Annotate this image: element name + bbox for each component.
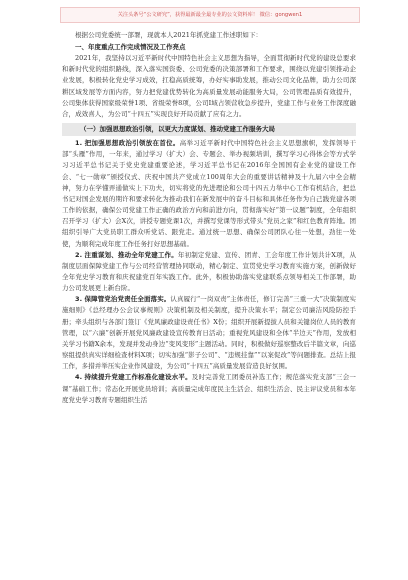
item-paragraph-4 <box>62 372 356 405</box>
item-text-2: 年初制定党建、宣传、团青、工会年度工作计划共计X项，从制度层面保障党建工作与公司经营管理协同联动，精心制定、宣贯党史学习教育实施方案，创新做好全年党史学习教育和庆祝建党百年实践工作。此外，积极协助落实党建联系点领导相关工作部署，助力公司发展更上新台阶。 <box>62 250 356 293</box>
subsection-heading: （一）加强思想政治引领，以更大力度谋划、推动党建工作服务大局 <box>80 125 275 134</box>
intro-paragraph: 根据公司党委统一部署，现就本人2021年抓党建工作述职如下： <box>75 31 263 39</box>
promo-banner[interactable]: 关注头条号“公文研究”，获得最新最全最专业的公文资料库！ 微信：gongwen1 <box>60 7 360 23</box>
summary-paragraph: 2021年，我坚持以习近平新时代中国特色社会主义思想为指导，全面贯彻新时代党的建设总要求和新时代党的组织路线，深入落实国资委、公司党委的决策部署和工作要求，围绕以党建引领推动企业发展，积极转化党史学习成效，扛稳高质统筹，办好实事助发展，推动公司文化品牌，助力公司深耕区域发展等方面内容，努力把党建优势转化为高质量发展动能服务大局，公司管理品质有效提升，公司集体获得国家级荣誉1项、省级荣誉8项，公司Ⅰ域占领营收急步提升，党建工作与业务工作深度融合，成效喜人，为公司“十四五”实现良好开局贡献了应有之力。 <box>62 54 356 118</box>
document-body <box>62 30 356 406</box>
item-text-4: 及时完善党工团委员补选工作；规范落实党支部“三会一课”基础工作；常态化开展党员培训；高质量完成年度民主生活会、组织生活会、民主评议党员和本年度党史学习教育专题组织生活 <box>62 373 356 404</box>
item-title-2: 2. 注重谋划、推动全年党建工作。 <box>75 250 178 259</box>
item-title-3: 3. 保障管党治党责任全面落实。 <box>75 295 171 304</box>
item-paragraph-1 <box>62 138 356 250</box>
item-title-1: 1. 把加强思想政治引领放在首位。 <box>75 139 180 148</box>
item-title-4: 4. 持续提升党建工作标准化建设水平。 <box>75 373 192 382</box>
item-text-3: 认真履行“一岗双责”主体责任，修订完善“三重一大”决策制度实施细则》《总经理办公会议事规则》决策机制及相关制度，提升决策水平；制定公司廉洁风险防控手册；牵头组织与各部门签订《党风廉政建设责任书》X份；组织开展新提拔人员和关键岗位人员的教育管理，以“六廉”创新开展党风廉政建设宣传教育日活动；重视党风建设和全体“半边天”作用，发放相关学习书籍X余本，发现并发动身边“变风变形”主题活动。同时，积极做好巡察整改后半篇文章，向巡察组提供真实详细检查材料X项；切实加强“影子公司”、“违规挂靠”“以案促改”等问题排查。总结上报工作，多措并举压实企业作风建设，为公司“十四五”高质量发展营造良好氛围。 <box>62 295 356 371</box>
item-paragraph-3 <box>62 294 356 372</box>
section-heading: 一、年度重点工作完成情况及工作亮点 <box>75 43 186 52</box>
item-text-1: 高举习近平新时代中国特色社会主义思想旗帜，发挥领导干部“头雁”作用，一年来，通过学习（扩大）会、专题会、举办视频培训，撰写学习心得体会等方式学习习近平总书记关于党史党建重要论述，学习近平总书记在2016年全国国有企业党的建设工作会、“七一勋章”颁授仪式、庆祝中国共产党成立100周年大会的重要讲话精神及十九届六中全会精神，努力在学懂弄通做实上下功夫，切实将党的先进理论和公司十四五力举中心工作有机结合，把总书记对国企发展的期许和要求转化为推动我们在新发展中的奋斗目标和具体任务作为自己践党建各项工作的依据，确保公司党建工作正确的政治方向和前进方向，贯彻落实好“第一议题”制度，全年组织召开学习（扩大）会X次，讲授专题党课1次，并撰写党课等形式带头“党员之家”和红色教育阵地。团组织引导广大党员职工群众听党话、跟党走。通过统一思想、确保公司团队心往一处想，劲往一处使，为顺利完成年度工作任务打好思想基础。 <box>62 139 356 248</box>
subsection-heading-box <box>62 123 356 136</box>
item-paragraph-2 <box>62 250 356 295</box>
